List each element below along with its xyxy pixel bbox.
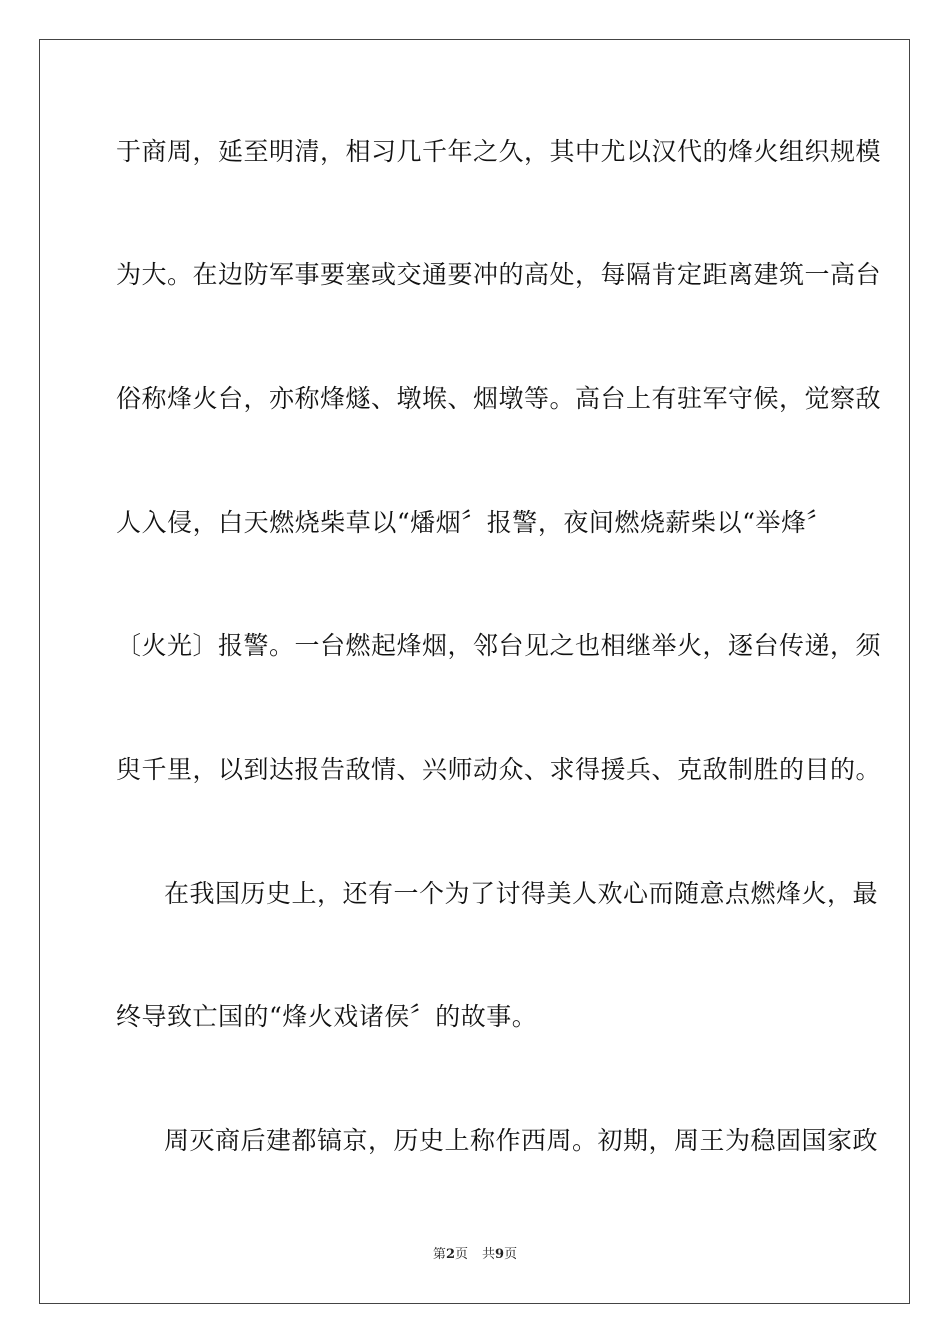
body-line-1: 于商周，延至明清，相习几千年之久，其中尤以汉代的烽火组织规模 [116, 137, 882, 166]
footer-prefix: 第 [432, 1247, 446, 1262]
body-line-6: 臾千里，以到达报告敌情、兴师动众、求得援兵、克敌制胜的目的。 [116, 755, 882, 784]
footer-total-prefix: 共 [482, 1247, 496, 1262]
footer-page-suffix: 页 [454, 1247, 468, 1262]
footer-current-page: 2 [445, 1247, 455, 1262]
body-line-4: 人入侵，白天燃烧柴草以“燔烟〞报警，夜间燃烧薪柴以“举烽〞 [116, 508, 832, 537]
body-line-5: 〔火光〕报警。一台燃起烽烟，邻台见之也相继举火，逐台传递，须 [116, 631, 882, 660]
body-line-2: 为大。在边防军事要塞或交通要冲的高处，每隔肯定距离建筑一高台 [116, 260, 882, 289]
body-line-7: 在我国历史上，还有一个为了讨得美人欢心而随意点燃烽火，最 [164, 879, 879, 908]
body-line-9: 周灭商后建都镐京，历史上称作西周。初期，周王为稳固国家政 [164, 1126, 879, 1155]
footer-total-pages: 9 [495, 1247, 505, 1262]
body-line-3: 俗称烽火台，亦称烽燧、墩堠、烟墩等。高台上有驻军守候，觉察敌 [116, 384, 882, 413]
page-border [39, 39, 910, 1304]
page-footer [0, 1246, 950, 1264]
footer-total-suffix: 页 [504, 1247, 518, 1262]
body-line-8: 终导致亡国的“烽火戏诸侯〞的故事。 [116, 1002, 538, 1031]
